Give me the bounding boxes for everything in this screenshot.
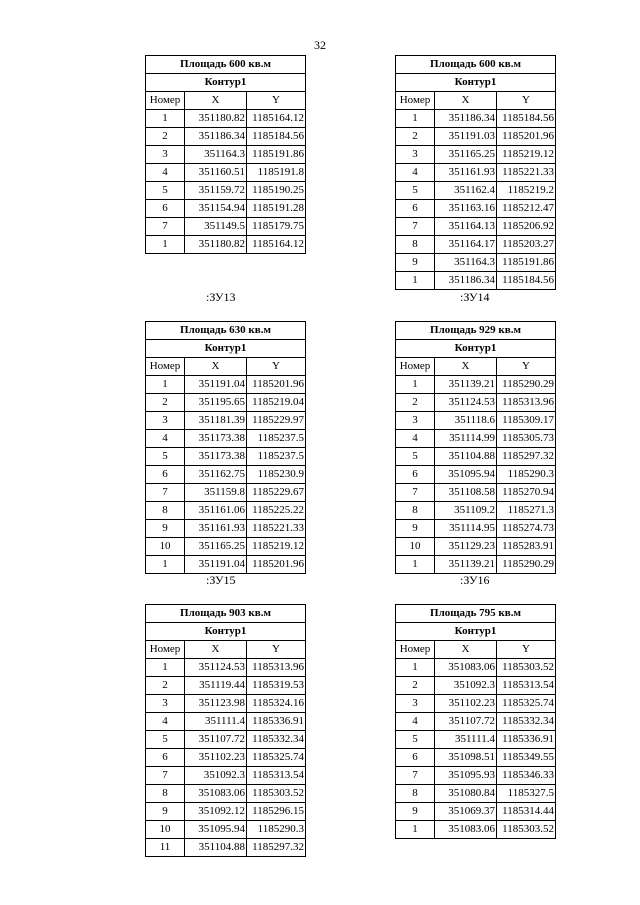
contour-label: Контур1 [396,340,556,358]
point-number: 4 [146,713,185,731]
y-coordinate: 1185332.34 [247,731,306,749]
x-coordinate: 351181.39 [185,412,247,430]
coordinates-table [145,55,306,254]
point-number: 7 [396,218,435,236]
point-number: 7 [396,767,435,785]
y-coordinate: 1185296.15 [247,803,306,821]
coordinates-table [395,321,556,574]
table-row [146,412,306,430]
point-number: 8 [396,785,435,803]
x-coordinate: 351083.06 [185,785,247,803]
y-coordinate: 1185219.04 [247,394,306,412]
x-coordinate: 351180.82 [185,110,247,128]
table-row [396,164,556,182]
x-coordinate: 351162.75 [185,466,247,484]
y-coordinate: 1185203.27 [497,236,556,254]
y-coordinate: 1185324.16 [247,695,306,713]
x-coordinate: 351195.65 [185,394,247,412]
point-number: 2 [396,677,435,695]
point-number: 8 [396,236,435,254]
point-number: 11 [146,839,185,857]
x-coordinate: 351114.95 [435,520,497,538]
y-coordinate: 1185305.73 [497,430,556,448]
y-coordinate: 1185229.67 [247,484,306,502]
point-number: 1 [396,821,435,839]
table-row [146,556,306,574]
column-header: Номер [396,641,435,659]
y-coordinate: 1185164.12 [247,236,306,254]
point-number: 7 [146,484,185,502]
y-coordinate: 1185184.56 [497,272,556,290]
y-coordinate: 1185229.97 [247,412,306,430]
table-row [146,785,306,803]
y-coordinate: 1185237.5 [247,430,306,448]
table-row [396,821,556,839]
plot-table-zu13 [145,55,306,254]
column-header: Номер [396,358,435,376]
y-coordinate: 1185346.33 [497,767,556,785]
point-number: 5 [396,182,435,200]
y-coordinate: 1185336.91 [497,731,556,749]
table-row [396,128,556,146]
x-coordinate: 351104.88 [435,448,497,466]
point-number: 3 [146,412,185,430]
contour-label: Контур1 [146,340,306,358]
y-coordinate: 1185290.29 [497,556,556,574]
table-row [396,556,556,574]
table-row [146,218,306,236]
table-row [396,146,556,164]
y-coordinate: 1185274.73 [497,520,556,538]
x-coordinate: 351092.3 [185,767,247,785]
x-coordinate: 351180.82 [185,236,247,254]
x-coordinate: 351092.3 [435,677,497,695]
point-number: 6 [146,466,185,484]
table-row [396,376,556,394]
x-coordinate: 351139.21 [435,556,497,574]
point-number: 2 [396,128,435,146]
point-number: 4 [396,713,435,731]
y-coordinate: 1185309.17 [497,412,556,430]
column-header: X [185,92,247,110]
point-number: 9 [396,803,435,821]
point-number: 8 [146,785,185,803]
point-number: 1 [396,659,435,677]
column-header: Номер [146,92,185,110]
y-coordinate: 1185191.8 [247,164,306,182]
column-header: Y [247,641,306,659]
table-row [396,767,556,785]
point-number: 6 [396,749,435,767]
y-coordinate: 1185191.28 [247,200,306,218]
x-coordinate: 351159.8 [185,484,247,502]
table-row [146,376,306,394]
y-coordinate: 1185219.12 [497,146,556,164]
x-coordinate: 351129.23 [435,538,497,556]
point-number: 6 [396,466,435,484]
y-coordinate: 1185313.96 [247,659,306,677]
y-coordinate: 1185297.32 [247,839,306,857]
x-coordinate: 351092.12 [185,803,247,821]
point-number: 2 [396,394,435,412]
x-coordinate: 351159.72 [185,182,247,200]
y-coordinate: 1185184.56 [247,128,306,146]
table-row [396,182,556,200]
table-row [146,236,306,254]
y-coordinate: 1185219.2 [497,182,556,200]
point-number: 5 [396,731,435,749]
x-coordinate: 351161.06 [185,502,247,520]
table-row [396,803,556,821]
x-coordinate: 351098.51 [435,749,497,767]
y-coordinate: 1185313.54 [247,767,306,785]
x-coordinate: 351119.44 [185,677,247,695]
y-coordinate: 1185283.91 [497,538,556,556]
table-row [146,146,306,164]
x-coordinate: 351186.34 [435,110,497,128]
x-coordinate: 351123.98 [185,695,247,713]
x-coordinate: 351095.94 [185,821,247,839]
point-number: 10 [146,821,185,839]
point-number: 7 [146,767,185,785]
y-coordinate: 1185313.54 [497,677,556,695]
y-coordinate: 1185212.47 [497,200,556,218]
x-coordinate: 351173.38 [185,448,247,466]
y-coordinate: 1185225.22 [247,502,306,520]
table-row [146,128,306,146]
table-row [396,502,556,520]
point-number: 2 [146,128,185,146]
point-number: 2 [146,394,185,412]
table-row [146,803,306,821]
x-coordinate: 351124.53 [185,659,247,677]
point-number: 2 [146,677,185,695]
area-title: Площадь 795 кв.м [396,605,556,623]
column-header: Y [497,92,556,110]
table-row [146,520,306,538]
area-title: Площадь 600 кв.м [146,56,306,74]
point-number: 1 [146,110,185,128]
table-row [146,448,306,466]
point-number: 10 [396,538,435,556]
y-coordinate: 1185332.34 [497,713,556,731]
y-coordinate: 1185336.91 [247,713,306,731]
table-row [396,254,556,272]
x-coordinate: 351080.84 [435,785,497,803]
table-row [146,839,306,857]
y-coordinate: 1185191.86 [497,254,556,272]
x-coordinate: 351163.16 [435,200,497,218]
column-header: X [435,358,497,376]
table-row [146,484,306,502]
y-coordinate: 1185349.55 [497,749,556,767]
point-number: 3 [146,146,185,164]
page-number: 32 [314,38,326,52]
y-coordinate: 1185290.29 [497,376,556,394]
point-number: 10 [146,538,185,556]
table-row [396,236,556,254]
x-coordinate: 351083.06 [435,659,497,677]
y-coordinate: 1185191.86 [247,146,306,164]
x-coordinate: 351102.23 [185,749,247,767]
coordinates-table [395,55,556,290]
point-number: 3 [146,695,185,713]
table-row [396,713,556,731]
point-number: 1 [396,110,435,128]
y-coordinate: 1185230.9 [247,466,306,484]
point-number: 8 [146,502,185,520]
x-coordinate: 351111.4 [435,731,497,749]
point-number: 1 [146,556,185,574]
x-coordinate: 351154.94 [185,200,247,218]
y-coordinate: 1185179.75 [247,218,306,236]
point-number: 3 [396,146,435,164]
contour-label: Контур1 [146,623,306,641]
x-coordinate: 351149.5 [185,218,247,236]
point-number: 5 [146,731,185,749]
column-header: X [435,641,497,659]
x-coordinate: 351191.03 [435,128,497,146]
column-header: Y [247,358,306,376]
column-header: X [435,92,497,110]
x-coordinate: 351186.34 [185,128,247,146]
table-row [146,695,306,713]
table-row [146,767,306,785]
table-row [396,110,556,128]
table-row [396,200,556,218]
point-number: 4 [396,430,435,448]
table-row [396,749,556,767]
plot-table-zu15 [145,321,306,574]
x-coordinate: 351161.93 [435,164,497,182]
x-coordinate: 351107.72 [185,731,247,749]
y-coordinate: 1185325.74 [247,749,306,767]
point-number: 4 [146,430,185,448]
x-coordinate: 351164.17 [435,236,497,254]
coordinates-table [395,604,556,839]
table-row [146,821,306,839]
column-header: Номер [146,641,185,659]
table-row [396,412,556,430]
point-number: 1 [396,376,435,394]
point-number: 5 [396,448,435,466]
contour-label: Контур1 [396,74,556,92]
contour-label: Контур1 [146,74,306,92]
x-coordinate: 351191.04 [185,376,247,394]
column-header: X [185,641,247,659]
point-number: 5 [146,448,185,466]
y-coordinate: 1185201.96 [247,376,306,394]
x-coordinate: 351102.23 [435,695,497,713]
y-coordinate: 1185303.52 [497,659,556,677]
table-row [396,484,556,502]
y-coordinate: 1185237.5 [247,448,306,466]
table-row [396,695,556,713]
column-header: Номер [396,92,435,110]
table-row [146,466,306,484]
y-coordinate: 1185164.12 [247,110,306,128]
point-number: 1 [146,376,185,394]
x-coordinate: 351165.25 [435,146,497,164]
table-row [146,394,306,412]
y-coordinate: 1185201.96 [497,128,556,146]
table-row [396,394,556,412]
point-number: 9 [146,520,185,538]
table-row [146,182,306,200]
y-coordinate: 1185221.33 [497,164,556,182]
x-coordinate: 351165.25 [185,538,247,556]
y-coordinate: 1185327.5 [497,785,556,803]
table-row [146,164,306,182]
y-coordinate: 1185206.92 [497,218,556,236]
plot-caption-zu14: :ЗУ14 [460,290,490,304]
point-number: 8 [396,502,435,520]
x-coordinate: 351114.99 [435,430,497,448]
plot-caption-zu15: :ЗУ15 [206,573,236,587]
table-row [146,110,306,128]
plot-caption-zu13: :ЗУ13 [206,290,236,304]
point-number: 6 [396,200,435,218]
point-number: 9 [396,254,435,272]
point-number: 1 [396,272,435,290]
table-row [146,713,306,731]
y-coordinate: 1185303.52 [247,785,306,803]
point-number: 1 [146,236,185,254]
contour-label: Контур1 [396,623,556,641]
table-row [396,731,556,749]
table-row [146,430,306,448]
y-coordinate: 1185313.96 [497,394,556,412]
table-row [396,448,556,466]
point-number: 3 [396,695,435,713]
plot-table-zu16 [395,321,556,574]
table-row [396,466,556,484]
x-coordinate: 351173.38 [185,430,247,448]
x-coordinate: 351164.13 [435,218,497,236]
area-title: Площадь 600 кв.м [396,56,556,74]
point-number: 4 [146,164,185,182]
point-number: 4 [396,164,435,182]
point-number: 6 [146,200,185,218]
plot-caption-zu16: :ЗУ16 [460,573,490,587]
x-coordinate: 351186.34 [435,272,497,290]
table-row [396,430,556,448]
table-row [396,785,556,803]
area-title: Площадь 903 кв.м [146,605,306,623]
y-coordinate: 1185290.3 [497,466,556,484]
x-coordinate: 351107.72 [435,713,497,731]
x-coordinate: 351109.2 [435,502,497,520]
point-number: 6 [146,749,185,767]
table-row [146,200,306,218]
y-coordinate: 1185190.25 [247,182,306,200]
x-coordinate: 351083.06 [435,821,497,839]
point-number: 7 [396,484,435,502]
table-row [396,520,556,538]
x-coordinate: 351124.53 [435,394,497,412]
table-row [146,677,306,695]
column-header: Y [497,358,556,376]
plot-table-903 [145,604,306,857]
table-row [396,659,556,677]
y-coordinate: 1185201.96 [247,556,306,574]
x-coordinate: 351160.51 [185,164,247,182]
point-number: 5 [146,182,185,200]
table-row [146,502,306,520]
y-coordinate: 1185319.53 [247,677,306,695]
y-coordinate: 1185184.56 [497,110,556,128]
point-number: 1 [396,556,435,574]
point-number: 3 [396,412,435,430]
y-coordinate: 1185314.44 [497,803,556,821]
y-coordinate: 1185270.94 [497,484,556,502]
area-title: Площадь 630 кв.м [146,322,306,340]
x-coordinate: 351139.21 [435,376,497,394]
x-coordinate: 351164.3 [435,254,497,272]
y-coordinate: 1185221.33 [247,520,306,538]
y-coordinate: 1185303.52 [497,821,556,839]
coordinates-table [145,321,306,574]
y-coordinate: 1185219.12 [247,538,306,556]
table-row [396,272,556,290]
area-title: Площадь 929 кв.м [396,322,556,340]
point-number: 9 [146,803,185,821]
table-row [146,659,306,677]
y-coordinate: 1185271.3 [497,502,556,520]
plot-table-zu14 [395,55,556,290]
column-header: Y [247,92,306,110]
point-number: 1 [146,659,185,677]
table-row [396,538,556,556]
table-row [396,218,556,236]
column-header: Номер [146,358,185,376]
point-number: 9 [396,520,435,538]
x-coordinate: 351118.6 [435,412,497,430]
plot-table-795 [395,604,556,839]
y-coordinate: 1185297.32 [497,448,556,466]
coordinates-table [145,604,306,857]
table-row [396,677,556,695]
x-coordinate: 351164.3 [185,146,247,164]
x-coordinate: 351111.4 [185,713,247,731]
table-row [146,731,306,749]
x-coordinate: 351104.88 [185,839,247,857]
column-header: X [185,358,247,376]
table-row [146,749,306,767]
y-coordinate: 1185290.3 [247,821,306,839]
x-coordinate: 351108.58 [435,484,497,502]
y-coordinate: 1185325.74 [497,695,556,713]
point-number: 7 [146,218,185,236]
column-header: Y [497,641,556,659]
x-coordinate: 351191.04 [185,556,247,574]
x-coordinate: 351161.93 [185,520,247,538]
table-row [146,538,306,556]
x-coordinate: 351095.94 [435,466,497,484]
x-coordinate: 351162.4 [435,182,497,200]
x-coordinate: 351069.37 [435,803,497,821]
x-coordinate: 351095.93 [435,767,497,785]
